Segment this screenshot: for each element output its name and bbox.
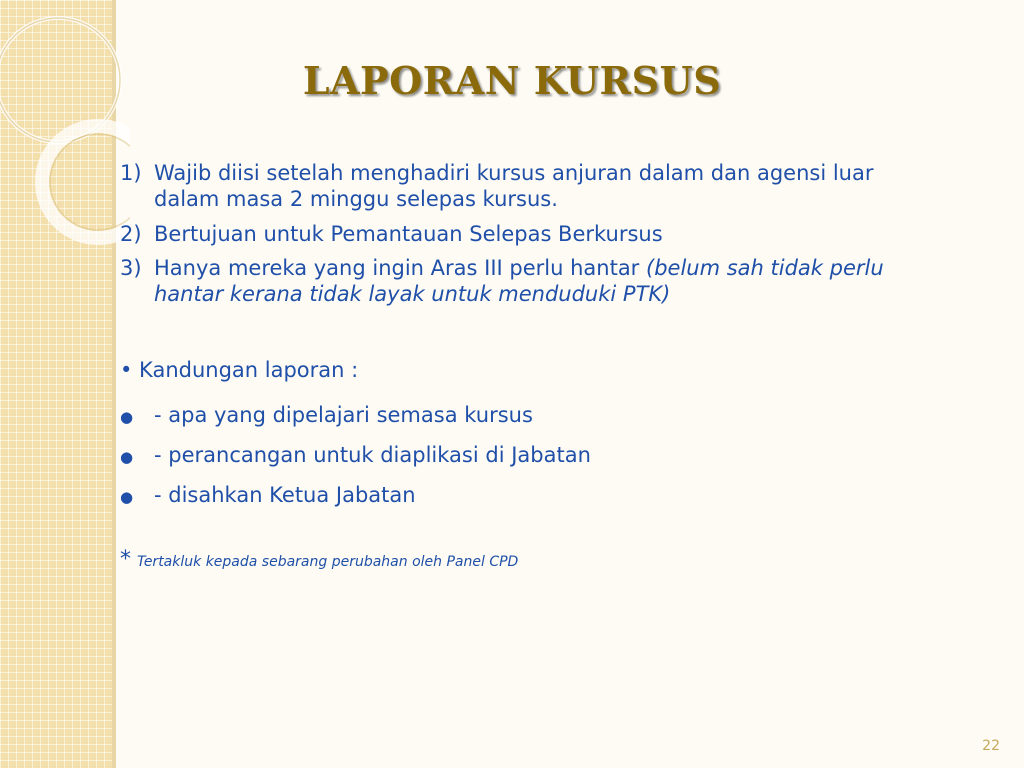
list-item: [120, 482, 940, 508]
footnote-text: Tertakluk kepada sebarang perubahan oleh Panel CPD: [137, 554, 519, 571]
item-text: Wajib diisi setelah menghadiri kursus anjuran dalam dan agensi luar dalam masa 2 minggu selepas kursus.: [154, 161, 874, 212]
asterisk-icon: *: [120, 547, 131, 573]
page-title: LAPORAN KURSUS: [302, 58, 722, 103]
list-item-text: - perancangan untuk diaplikasi di Jabatan: [154, 442, 591, 467]
decorative-circles: [0, 0, 130, 260]
bullet-dot-icon: ●: [120, 488, 134, 506]
item-number: 1): [120, 161, 142, 185]
list-item-text: - disahkan Ketua Jabatan: [154, 483, 416, 507]
list-item-text: - apa yang dipelajari semasa kursus: [154, 402, 533, 427]
page-number: 22: [982, 738, 1000, 754]
numbered-item: [120, 160, 940, 213]
item-number: 3): [120, 255, 142, 280]
list-item: [120, 442, 940, 468]
numbered-item: [120, 255, 940, 308]
contents-heading: • Kandungan laporan :: [120, 358, 359, 383]
slide-body: [120, 160, 940, 574]
list-item: [120, 402, 940, 428]
footnote: [120, 546, 940, 574]
bullet-dot-icon: ●: [120, 447, 134, 466]
numbered-item: [120, 221, 940, 247]
item-text-italic: (belum sah tidak perlu hantar kerana tidak layak untuk menduduki PTK): [154, 255, 884, 306]
item-text-wrapper: [154, 255, 940, 308]
item-text: Bertujuan untuk Pemantauan Selepas Berkursus: [154, 221, 663, 246]
item-number: 2): [120, 221, 142, 246]
item-text: Hanya mereka yang ingin Aras III perlu hantar: [154, 255, 646, 280]
bullet-dot-icon: ●: [120, 407, 134, 426]
